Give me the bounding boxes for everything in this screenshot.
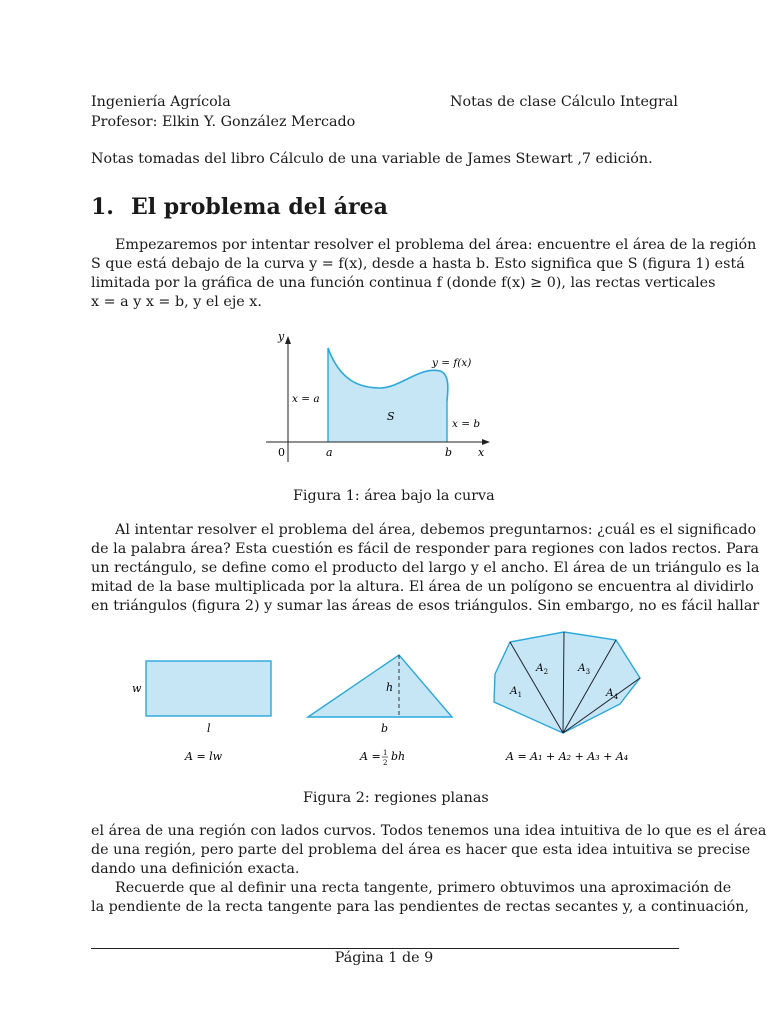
figure-1-caption: Figura 1: área bajo la curva <box>293 488 495 504</box>
region-s <box>328 348 448 442</box>
triangle-formula-frac-num: 1 <box>383 749 388 757</box>
y-axis-arrow <box>285 336 291 344</box>
polygon-a1-label: $A_1$ <box>510 685 523 699</box>
section-number: 1. <box>91 194 114 220</box>
paragraph-3 <box>91 822 767 879</box>
header-course: Ingeniería Agrícola <box>91 94 231 110</box>
x-equals-a-label: x = a <box>292 393 320 405</box>
x-axis-label: x <box>478 446 485 459</box>
x-equals-b-label: x = b <box>452 418 481 430</box>
x-axis-arrow <box>482 439 490 445</box>
paragraph-line: la pendiente de la recta tangente para las pendientes de rectas secantes y, a continuación, <box>91 899 750 915</box>
rectangle-length-label: l <box>207 722 211 735</box>
polygon-formula: A = A₁ + A₂ + A₃ + A₄ <box>506 750 629 763</box>
paragraph-line: en triángulos (figura 2) y sumar las áreas de esos triángulos. Sin embargo, no es fácil hallar <box>91 598 760 614</box>
paragraph-line: Al intentar resolver el problema del área, debemos preguntarnos: ¿cuál es el significado <box>115 522 757 538</box>
rectangle-width-label: w <box>132 682 142 695</box>
y-axis-label: y <box>278 330 285 343</box>
region-s-label: S <box>387 410 395 423</box>
paragraph-1 <box>91 236 757 312</box>
curve-label: y = f(x) <box>432 357 472 369</box>
paragraph-line: dando una definición exacta. <box>91 861 300 877</box>
figure-2-plane-regions <box>120 628 650 768</box>
paragraph-line: limitada por la gráfica de una función continua f (donde f(x) ≥ 0), las rectas verticales <box>91 275 716 291</box>
paragraph-line: mitad de la base multiplicada por la altura. El área de un polígono se encuentra al dividirlo <box>91 579 754 595</box>
triangle-formula-prefix: A = <box>360 750 381 763</box>
paragraph-line: de una región, pero parte del problema del área es hacer que esta idea intuitiva se precise <box>91 842 751 858</box>
rectangle-formula: A = lw <box>185 750 223 763</box>
b-label: b <box>445 446 453 459</box>
paragraph-line: el área de una región con lados curvos. Todos tenemos una idea intuitiva de lo que es el área <box>91 823 767 839</box>
polygon-a3-label: $A_3$ <box>578 662 591 676</box>
figure-1-area-under-curve <box>260 326 500 466</box>
header-professor: Profesor: Elkin Y. González Mercado <box>91 114 356 130</box>
footer-rule <box>91 948 679 949</box>
triangle-formula-frac-den: 2 <box>383 759 388 767</box>
polygon-a4-label: $A_4$ <box>606 687 619 701</box>
paragraph-4 <box>91 879 750 917</box>
paragraph-line: S que está debajo de la curva y = f(x), desde a hasta b. Esto significa que S (figura 1) está <box>91 256 745 272</box>
triangle-base-label: b <box>381 722 389 735</box>
triangle-height-label: h <box>386 681 394 694</box>
paragraph-line: Empezaremos por intentar resolver el problema del área: encuentre el área de la región <box>115 237 757 253</box>
paragraph-line: un rectángulo, se define como el producto del largo y el ancho. El área de un triángulo es la <box>91 560 760 576</box>
polygon-shape <box>494 632 640 733</box>
source-note: Notas tomadas del libro Cálculo de una variable de James Stewart ,7 edición. <box>91 151 653 167</box>
page-number: Página 1 de 9 <box>334 950 434 966</box>
paragraph-line: x = a y x = b, y el eje x. <box>91 294 262 310</box>
section-title: El problema del área <box>131 194 388 220</box>
header-notes-title: Notas de clase Cálculo Integral <box>450 94 678 110</box>
origin-label: 0 <box>278 446 285 459</box>
paragraph-2 <box>91 521 760 616</box>
rectangle-shape <box>146 661 271 716</box>
a-label: a <box>326 446 333 459</box>
triangle-formula-suffix: bh <box>391 750 406 763</box>
polygon-a2-label: $A_2$ <box>536 662 549 676</box>
paragraph-line: de la palabra área? Esta cuestión es fácil de responder para regiones con lados rectos. Para <box>91 541 759 557</box>
paragraph-line: Recuerde que al definir una recta tangente, primero obtuvimos una aproximación de <box>115 880 732 896</box>
figure-2-caption: Figura 2: regiones planas <box>303 790 489 806</box>
triangle-shape <box>308 655 452 717</box>
section-heading <box>91 194 388 220</box>
